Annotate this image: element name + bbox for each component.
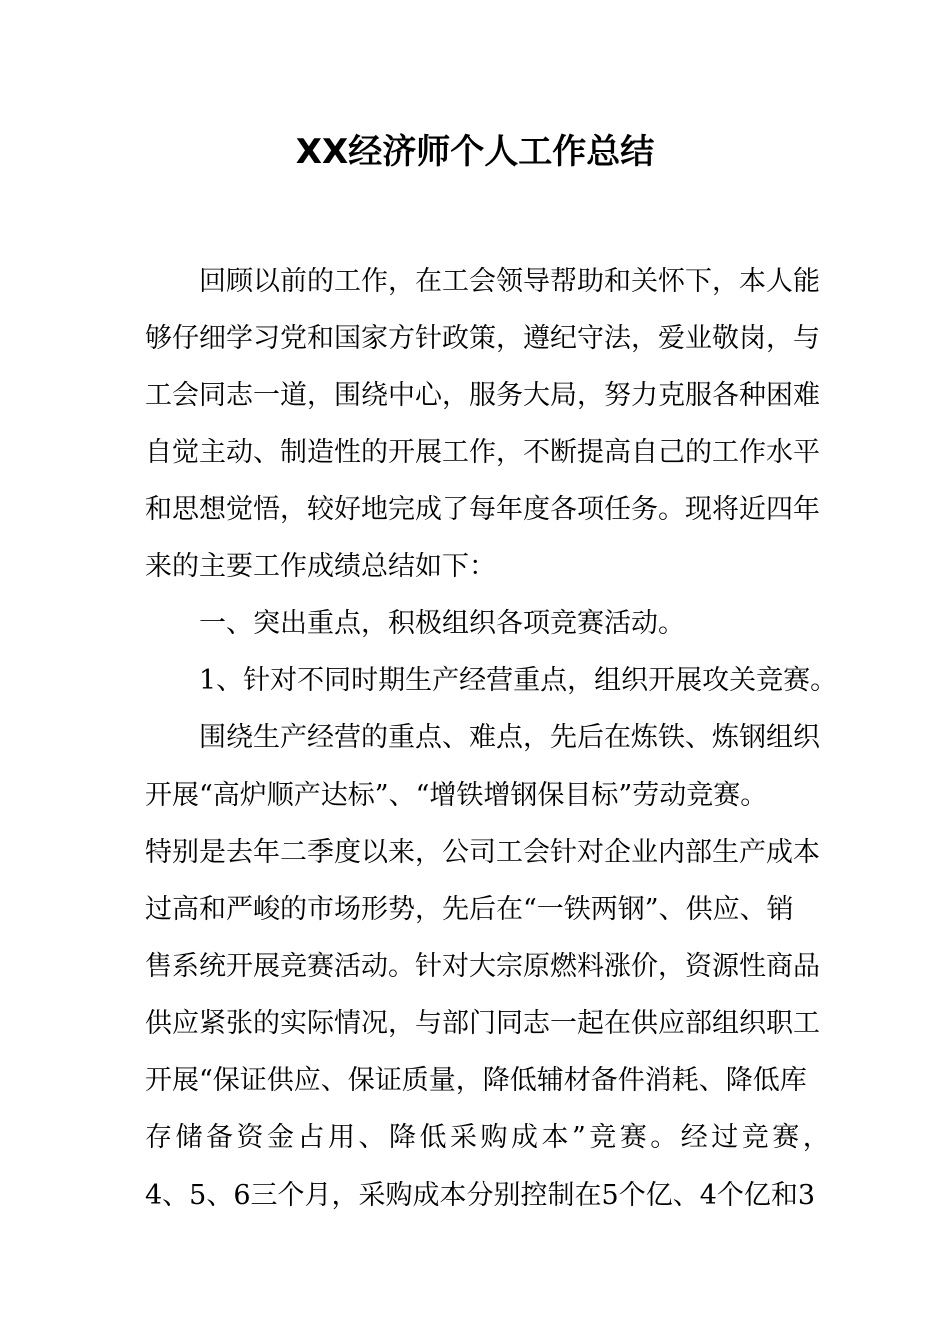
body-line: 围绕生产经营的重点、难点，先后在炼铁、炼钢组织 xyxy=(145,722,820,753)
body-line: 自觉主动、制造性的开展工作，不断提高自己的工作水平 xyxy=(145,437,820,468)
body-line: 回顾以前的工作，在工会领导帮助和关怀下，本人能 xyxy=(145,266,820,297)
subsection-heading: 1、针对不同时期生产经营重点，组织开展攻关竞赛。 xyxy=(145,665,838,696)
body-line: 特别是去年二季度以来，公司工会针对企业内部生产成本 xyxy=(145,837,820,868)
body-line: 够仔细学习党和国家方针政策，遵纪守法，爱业敬岗，与 xyxy=(145,323,820,354)
section-heading: 一、突出重点，积极组织各项竞赛活动。 xyxy=(145,608,685,639)
body-line: 售系统开展竞赛活动。针对大宗原燃料涨价，资源性商品 xyxy=(145,951,820,982)
body-line: 和思想觉悟，较好地完成了每年度各项任务。现将近四年 xyxy=(145,494,820,525)
body-line: 开展“高炉顺产达标”、“增铁增钢保目标”劳动竞赛。 xyxy=(145,780,768,811)
body-line: 供应紧张的实际情况，与部门同志一起在供应部组织职工 xyxy=(145,1008,820,1039)
body-line: 来的主要工作成绩总结如下： xyxy=(145,551,496,582)
body-line: 工会同志一道，围绕中心，服务大局，努力克服各种困难 xyxy=(145,380,820,411)
body-line: 存储备资金占用、降低采购成本”竞赛。经过竞赛， xyxy=(145,1122,834,1153)
body-line: 过高和严峻的市场形势，先后在“一铁两钢”、供应、销 xyxy=(145,894,794,925)
body-line: 开展“保证供应、保证质量，降低辅材备件消耗、降低库 xyxy=(145,1065,807,1096)
body-line: 4、5、6三个月，采购成本分别控制在5个亿、4个亿和3 xyxy=(145,1180,816,1211)
document-title: XX经济师个人工作总结 xyxy=(295,132,655,172)
